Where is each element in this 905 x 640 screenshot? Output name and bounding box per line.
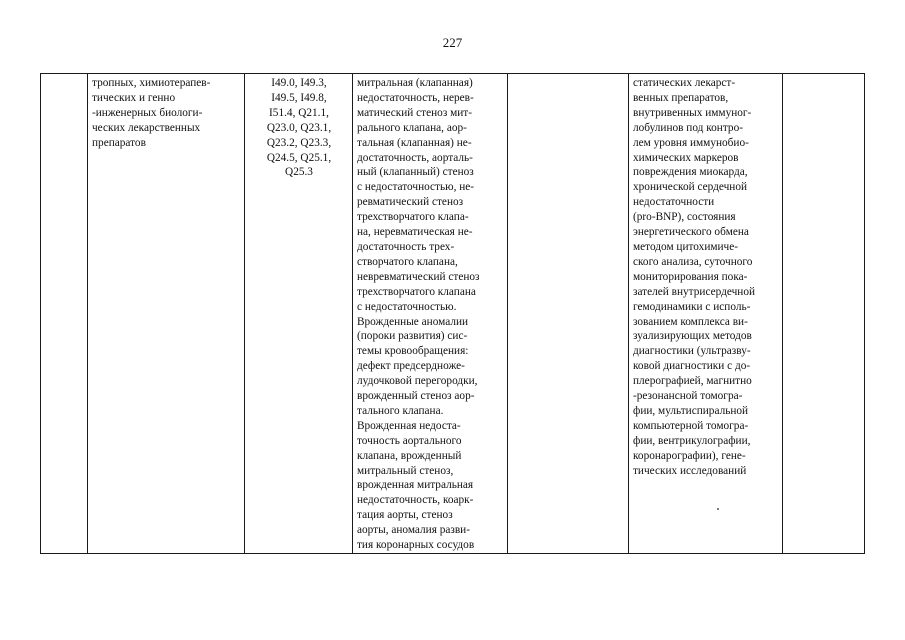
cell-patient-model — [508, 74, 629, 554]
cell-norm-cost — [783, 74, 865, 554]
scan-speck — [717, 508, 719, 510]
medical-care-table — [40, 73, 865, 554]
cell-number — [41, 74, 88, 554]
care-type-text: тропных, химиотерапев- тических и генно -инженерных биологи- ческих лекарственных препаратов — [92, 77, 211, 149]
page-number: 227 — [442, 35, 463, 50]
table-row — [41, 74, 865, 554]
cell-diagnosis — [353, 74, 508, 554]
cell-treatment-method — [629, 74, 783, 554]
diagnosis-text: митральная (клапанная) недостаточность, нерев- матический стеноз мит- рального клапана, аор- тальная (клапанная) не- достаточность, аорталь- ный (клапанный) стеноз с недостаточностью, не- ревматический стеноз трехстворчатого клапа- на, неревматическая не- достаточность трех- створчатого клапана, невревматический стеноз трехстворчатого клапана с недостаточностью. Врожденные аномалии (пороки развития) сис- темы кровообращения: дефект предсердноже- лудочковой перегородки, врожденный стеноз аор- тального клапана. Врожденная недоста- точность аортального клапана, врожденный митральный стеноз, врожденная митральная недостаточность, коарк- тация аорты, стеноз аорты, аномалия разви- тия коронарных сосудов — [357, 77, 480, 552]
treatment-method-text: статических лекарст- венных препаратов, внутривенных иммуног- лобулинов под контро- лем уровня иммунобио- химических маркеров повреждения миокарда, хронической сердечной недостаточности (pro-BNP), состояния энергетического обмена методом цитохимиче- ского анализа, суточного мониторирования пока- зателей внутрисердечной гемодинамики с исполь- зованием комплекса ви- зуализирующих методов диагностики (ультразву- ковой диагностики с до- плерографией, магнитно -резонансной томогра- фии, мультиспиральной компьютерной томогра- фии, вентрикулографии, коронарографии), гене- тических исследований — [633, 77, 756, 477]
cell-care-type — [88, 74, 245, 554]
cell-icd-codes — [245, 74, 353, 554]
icd-codes-text: I49.0, I49.3, I49.5, I49.8, I51.4, Q21.1, Q23.0, Q23.1, Q23.2, Q23.3, Q24.5, Q25.1, Q25.3 — [266, 77, 332, 179]
